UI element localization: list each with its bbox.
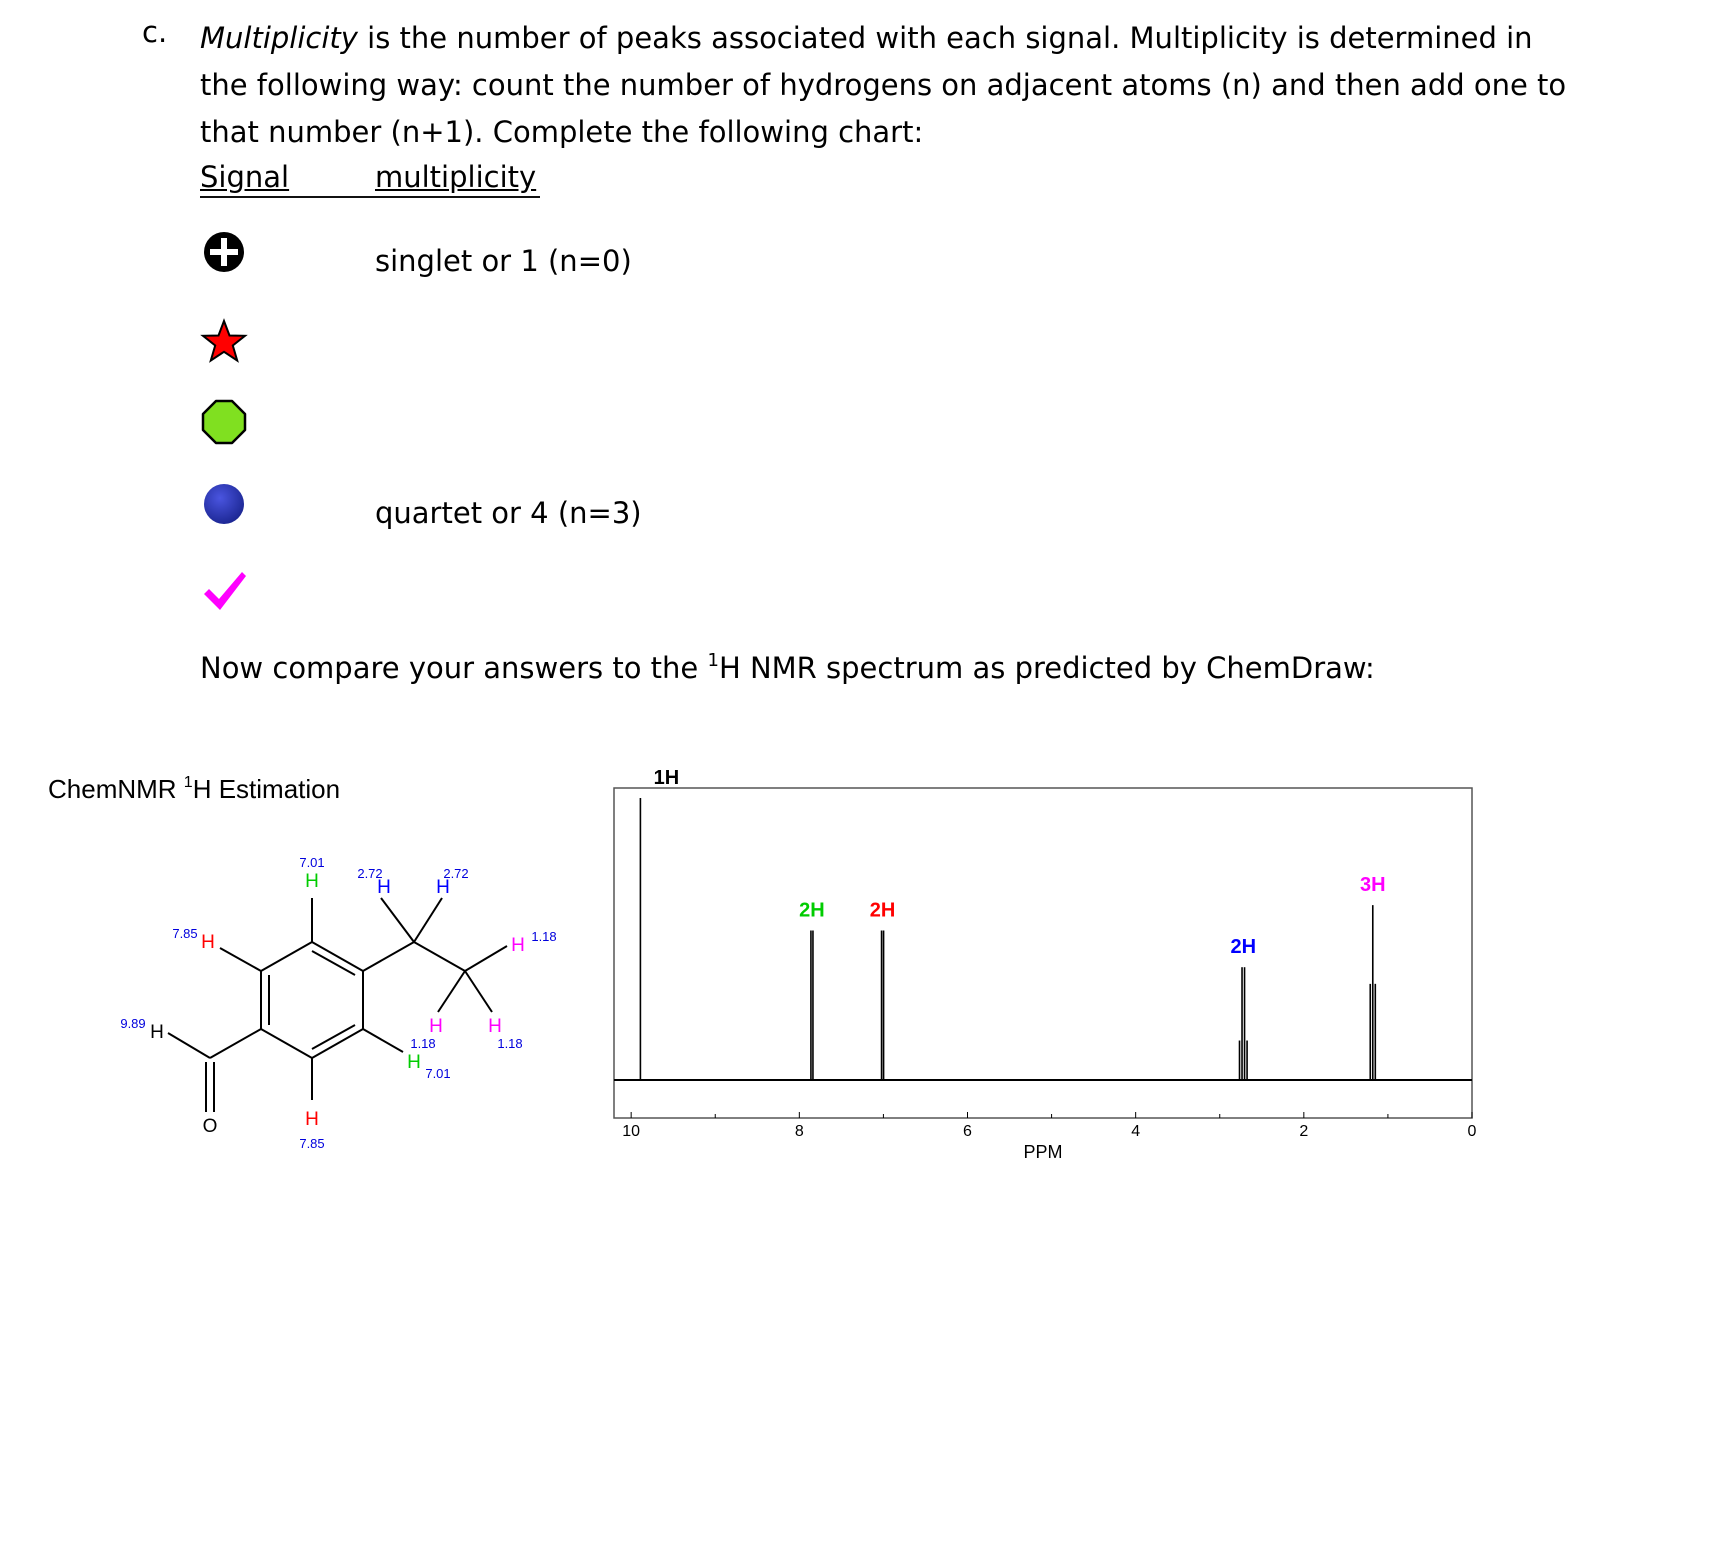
- spectrum-frame: [614, 788, 1472, 1118]
- spectrum-peak-label: 3H: [1359, 874, 1386, 897]
- multiplicity-row-4: quartet or 4 (n=3): [375, 496, 642, 530]
- shift-h-methyl-3: 1.18: [497, 1036, 523, 1051]
- spectrum-peak-label: 2H: [1230, 936, 1257, 959]
- shift-h-methyl-1: 1.18: [531, 929, 557, 944]
- problem-term: Multiplicity: [200, 21, 358, 55]
- atom-h-cho: H: [150, 1022, 164, 1043]
- atom-h-ch2a: H: [377, 877, 391, 898]
- multiplicity-row-1: singlet or 1 (n=0): [375, 244, 632, 278]
- atom-h-ch2b: H: [436, 877, 450, 898]
- spectrum-peaks: [640, 770, 1385, 1080]
- nmr-spectrum: [600, 770, 1490, 1180]
- shift-h-top: 7.01: [299, 855, 325, 870]
- atom-h-top: H: [305, 871, 319, 892]
- problem-description: is the number of peaks associated with each signal. Multiplicity is determined in the following way: count the number of hydrogens on adjacent atoms (n) and then add one to that number (n+1). Complete the following chart:: [200, 21, 1567, 149]
- shift-h-ch2b: 2.72: [443, 866, 469, 881]
- atom-h-methyl-1: H: [511, 935, 525, 956]
- x-axis-tick-label: 4: [1131, 1123, 1141, 1140]
- x-axis-tick-label: 6: [963, 1123, 972, 1140]
- x-axis-tick-label: 0: [1467, 1123, 1477, 1140]
- spectrum-peak-label: 1H: [653, 770, 680, 789]
- shift-h-bottom: 7.85: [299, 1136, 325, 1151]
- atom-h-methyl-3: H: [488, 1016, 502, 1037]
- molecule-bonds: [168, 898, 507, 1112]
- x-axis-tick-label: 10: [622, 1123, 641, 1140]
- x-axis-tick-label: 2: [1299, 1123, 1309, 1140]
- molecule-structure: [0, 0, 700, 1200]
- shift-h-left: 7.85: [172, 926, 198, 941]
- section-label: c.: [142, 15, 168, 49]
- estimation-title-after: H Estimation: [192, 774, 341, 804]
- compare-superscript: 1: [707, 650, 719, 671]
- estimation-title-before: ChemNMR: [48, 774, 184, 804]
- spectrum-peak-label: 2H: [869, 899, 896, 922]
- x-axis-tick-label: 8: [794, 1123, 804, 1140]
- spectrum-ticks: [622, 1112, 1476, 1140]
- shift-h-methyl-2: 1.18: [410, 1036, 436, 1051]
- estimation-title-superscript: 1: [183, 774, 193, 791]
- compare-text-after: H NMR spectrum as predicted by ChemDraw:: [718, 651, 1375, 685]
- shift-h-ring-right: 7.01: [425, 1066, 451, 1081]
- shift-h-ch2a: 2.72: [357, 866, 383, 881]
- atom-h-ring-right: H: [407, 1052, 421, 1073]
- compare-text-before: Now compare your answers to the: [200, 651, 708, 685]
- x-axis-label: PPM: [1023, 1142, 1063, 1162]
- column-header-multiplicity: multiplicity: [375, 160, 537, 194]
- shift-h-cho: 9.89: [120, 1016, 146, 1031]
- atom-h-bottom: H: [305, 1109, 319, 1130]
- atom-h-left: H: [201, 932, 215, 953]
- spectrum-peak-label: 2H: [799, 899, 825, 922]
- atom-oxygen: O: [202, 1116, 218, 1137]
- column-header-signal: Signal: [200, 160, 290, 194]
- atom-h-methyl-2: H: [429, 1016, 443, 1037]
